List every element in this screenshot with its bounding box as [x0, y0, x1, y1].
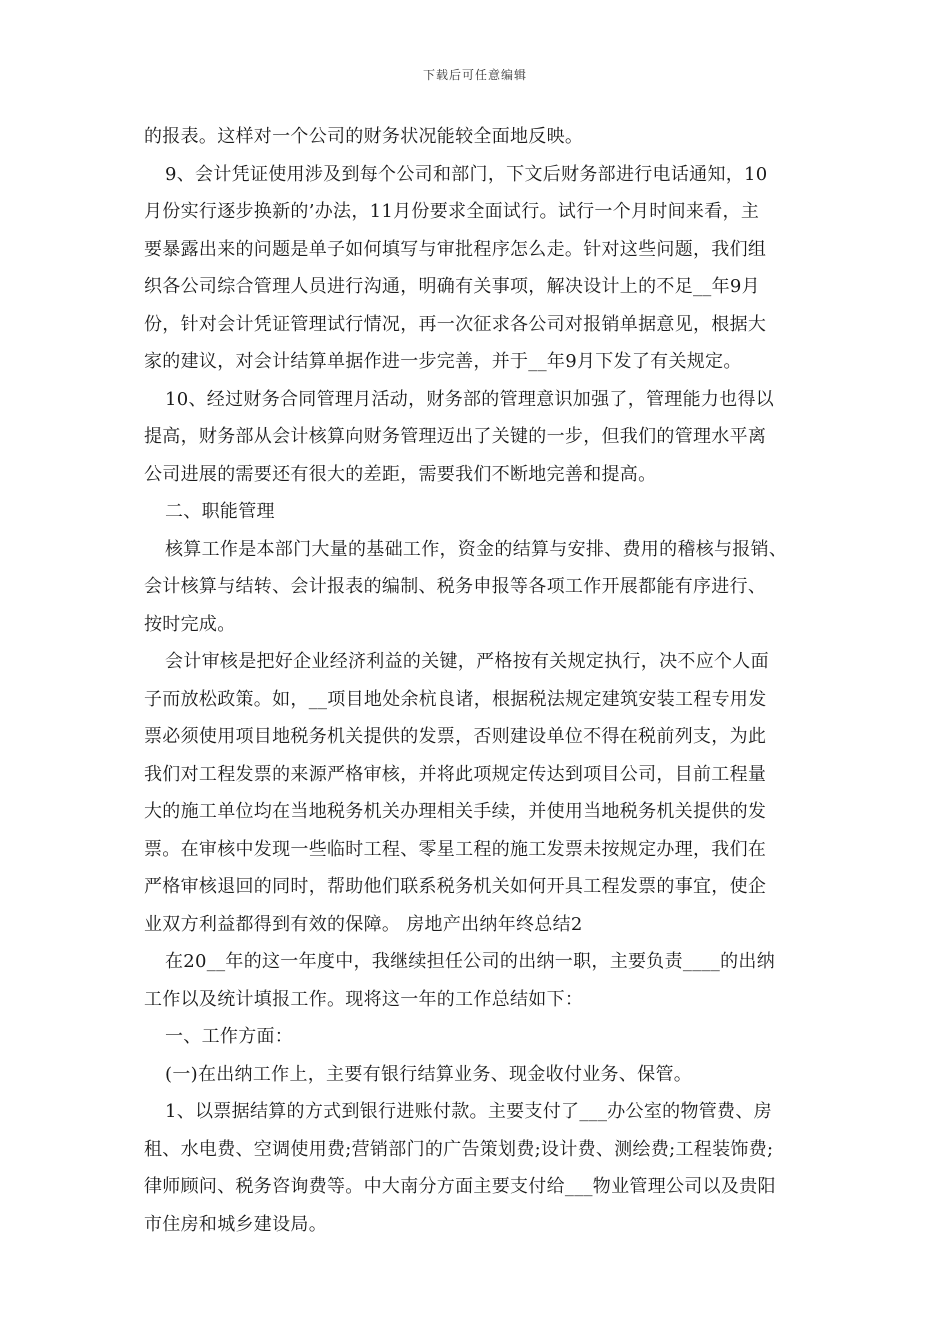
document-body	[144, 118, 824, 1243]
text-line: 我们对工程发票的来源严格审核，并将此项规定传达到项目公司，目前工程量	[144, 763, 767, 785]
text-line: 会计审核是把好企业经济利益的关键，严格按有关规定执行，决不应个人面	[165, 651, 769, 672]
text-line: 一、工作方面：	[165, 1026, 294, 1047]
text-line: 票必须使用项目地税务机关提供的发票，否则建设单位不得在税前列支，为此	[144, 726, 767, 747]
text-line: 大的施工单位均在当地税务机关办理相关手续，并使用当地税务机关提供的发	[144, 801, 767, 822]
text-line: 市住房和城乡建设局。	[144, 1213, 327, 1235]
text-line: 按时完成。	[144, 613, 236, 635]
text-line: 票。在审核中发现一些临时工程、零星工程的施工发票未按规定办理，我们在	[144, 838, 767, 860]
text-line: 核算工作是本部门大量的基础工作，资金的结算与安排、费用的稽核与报销、	[165, 538, 788, 560]
text-line: 工作以及统计填报工作。现将这一年的工作总结如下：	[144, 988, 584, 1010]
text-line: 业双方利益都得到有效的保障。 房地产出纳年终总结2	[144, 913, 583, 935]
text-line: 月份实行逐步换新的’办法，11月份要求全面试行。试行一个月时间来看，主	[144, 201, 760, 222]
text-line: 会计核算与结转、会计报表的编制、税务申报等各项工作开展都能有序进行、	[144, 576, 767, 597]
page-header: 下载后可任意编辑	[422, 68, 527, 82]
text-line: 份，针对会计凭证管理试行情况，再一次征求各公司对报销单据意见，根据大	[144, 313, 767, 335]
text-line: 9、会计凭证使用涉及到每个公司和部门，下文后财务部进行电话通知，10	[165, 163, 768, 185]
text-line: 10、经过财务合同管理月活动，财务部的管理意识加强了，管理能力也得以	[165, 388, 775, 410]
text-line: 的报表。这样对一个公司的财务状况能较全面地反映。	[144, 126, 584, 147]
text-line: 严格审核退回的同时，帮助他们联系税务机关如何开具工程发票的事宜，使企	[144, 876, 767, 897]
text-line: 子而放松政策。如，__项目地处余杭良诸，根据税法规定建筑安装工程专用发	[144, 688, 767, 710]
text-line: 二、职能管理	[165, 501, 275, 522]
text-line: 1、以票据结算的方式到银行进账付款。主要支付了___办公室的物管费、房	[165, 1101, 772, 1122]
text-line: 租、水电费、空调使用费;营销部门的广告策划费;设计费、测绘费;工程装饰费;	[144, 1138, 774, 1160]
text-line: 家的建议，对会计结算单据作进一步完善，并于__年9月下发了有关规定。	[144, 351, 742, 372]
text-line: 在20__年的这一年度中，我继续担任公司的出纳一职，主要负责____的出纳	[165, 951, 776, 972]
text-line: 公司进展的需要还有很大的差距，需要我们不断地完善和提高。	[144, 463, 657, 485]
text-line: (一)在出纳工作上，主要有银行结算业务、现金收付业务、保管。	[165, 1063, 693, 1085]
text-line: 提高，财务部从会计核算向财务管理迈出了关键的一步，但我们的管理水平离	[144, 426, 767, 447]
text-line: 织各公司综合管理人员进行沟通，明确有关事项，解决设计上的不足__年9月	[144, 276, 760, 297]
text-line: 律师顾问、税务咨询费等。中大南分方面主要支付给___物业管理公司以及贵阳	[144, 1176, 776, 1197]
text-line: 要暴露出来的问题是单子如何填写与审批程序怎么走。针对这些问题，我们组	[144, 238, 767, 260]
